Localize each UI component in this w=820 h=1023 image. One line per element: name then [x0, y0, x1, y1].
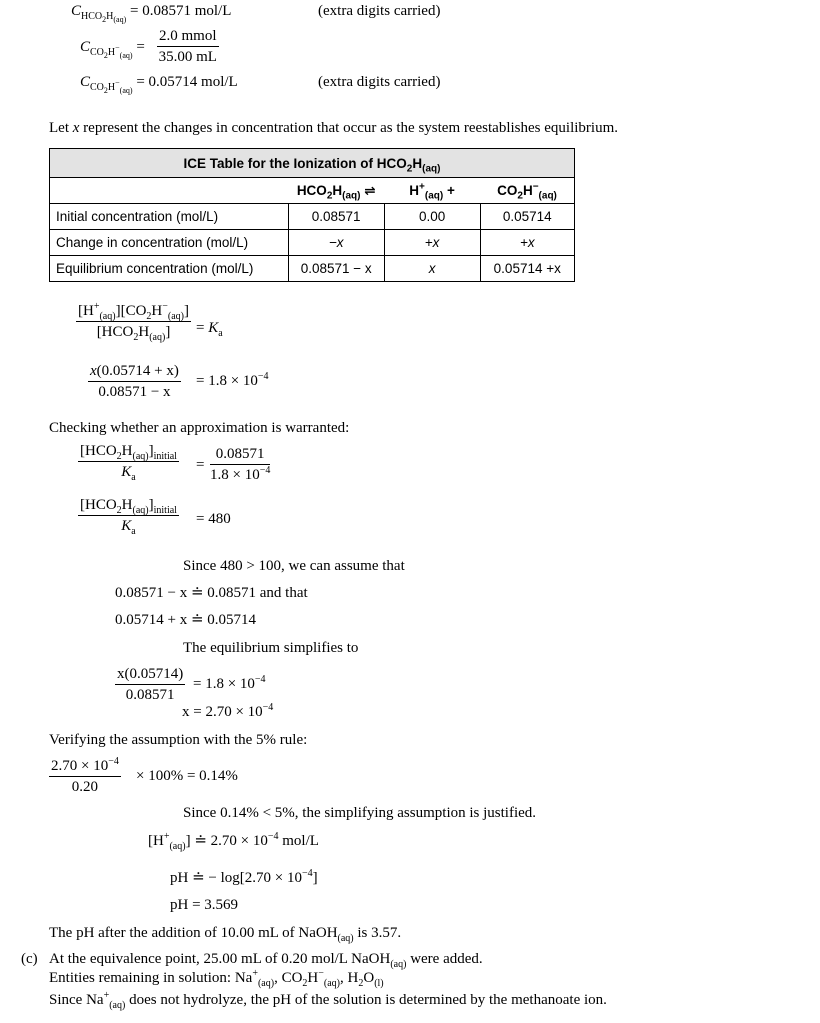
simplified-value: = $1.8 \times 10^{-4}$	[193, 674, 266, 692]
let-x-sentence: Let x represent the changes in concentration that occur as the system reestablishes equilibrium.	[49, 120, 618, 136]
approx-ratio-fraction-2: $[HCO_2H_{(aq)}]_{initial}$ $K_a$	[80, 497, 177, 537]
ph-after-addition: The pH after the addition of 10.00 mL of NaOH$_{(aq)}$ is 3.57.	[49, 925, 402, 944]
assumption-2: 0.05714 + x ≐ 0.05714	[115, 612, 257, 628]
ka-value: = $1.8 \times 10^{-4}$	[196, 371, 269, 389]
part-c-line-2: Entities remaining in solution: $Na^+_{(aq)}$, $CO_2H^-_{(aq)}$, $H_2O_{(l)}$	[49, 968, 384, 989]
equilibrium-simplifies: The equilibrium simplifies to	[183, 640, 359, 656]
ice-row-initial: Initial concentration (mol/L) 0.08571 0.00 0.05714	[50, 204, 575, 230]
ka-substituted-fraction: $\frac{x(0.05714 + x)}{0.08571 - x}$	[90, 363, 179, 400]
since-480: Since 480 > 100, we can assume that	[183, 558, 405, 574]
part-c-line-1: At the equivalence point, 25.00 mL of 0.20 mol/L NaOH$_{(aq)}$ were added.	[49, 951, 483, 970]
part-c-label: (c)	[21, 951, 38, 967]
checking-approximation: Checking whether an approximation is warranted:	[49, 420, 350, 436]
ice-table	[49, 148, 575, 282]
five-percent-result: × 100% = 0.14%	[136, 768, 238, 784]
extra-digits-note-1: (extra digits carried)	[318, 3, 441, 19]
ice-row-change: Change in concentration (mol/L) −x +x +x	[50, 230, 575, 256]
ice-table-header-row: $HCO_2H_{(aq)}$ ⇌ $H^+_{(aq)}$ + $CO_2H^-_{(aq)}$	[50, 178, 575, 204]
part-c-line-3: Since $Na^+_{(aq)}$ does not hydrolyze, the pH of the solution is determined by the methanoate ion.	[49, 990, 607, 1011]
verifying-assumption: Verifying the assumption with the 5% rule:	[49, 732, 308, 748]
c-co2h-fraction: 2.0 mmol 35.00 mL	[158, 28, 217, 65]
extra-digits-note-2: (extra digits carried)	[318, 74, 441, 90]
h-concentration: $[H^+_{(aq)}]$ ≐ $2.70 \times 10^{-4}$ mol/L	[148, 831, 319, 852]
ph-value: pH = 3.569	[170, 897, 239, 913]
ice-row-equilibrium: Equilibrium concentration (mol/L) 0.08571 − x x 0.05714 +x	[50, 256, 575, 282]
five-percent-fraction: $\frac{2.70 \times 10^{-4}}{0.20}$	[51, 756, 119, 795]
approx-result: = 480	[196, 511, 231, 527]
c-hco2h-line: $C_{HCO_2H_{(aq)}} = 0.08571$ mol/L	[71, 3, 232, 24]
assumption-justified: Since 0.14% < 5%, the simplifying assumption is justified.	[183, 805, 537, 821]
assumption-1: 0.08571 − x ≐ 0.08571 and that	[115, 585, 308, 601]
simplified-fraction: $\frac{x(0.05714)}{0.08571}$	[117, 666, 184, 703]
x-value: $x = 2.70 \times 10^{-4}$	[182, 702, 274, 720]
approx-ratio-fraction: $[HCO_2H_{(aq)}]_{initial}$ $K_a$	[80, 443, 177, 483]
ka-expression-fraction: $[H^+_{(aq)}][CO_2H^-_{(aq)}]$ $[HCO_2H_{(aq)}]$	[78, 301, 189, 343]
ph-log: pH ≐ − $\log[2.70 \times 10^{-4}]$	[170, 868, 318, 886]
c-co2h-symbol: $C_{CO_2H^-_{(aq)}}$ =	[80, 39, 145, 60]
c-hco2h-value: = 0.08571 mol/L	[130, 3, 232, 19]
approx-value-fraction: $\frac{0.08571}{1.8 \times 10^{-4}}$	[210, 446, 271, 483]
ice-table-title: ICE Table for the Ionization of $HCO_2H_{(aq)}$	[50, 149, 575, 178]
c-co2h-line: $C_{CO_2H^-_{(aq)}} = 0.05714$ mol/L	[80, 74, 238, 95]
ka-symbol: = $K_a$	[196, 320, 223, 339]
